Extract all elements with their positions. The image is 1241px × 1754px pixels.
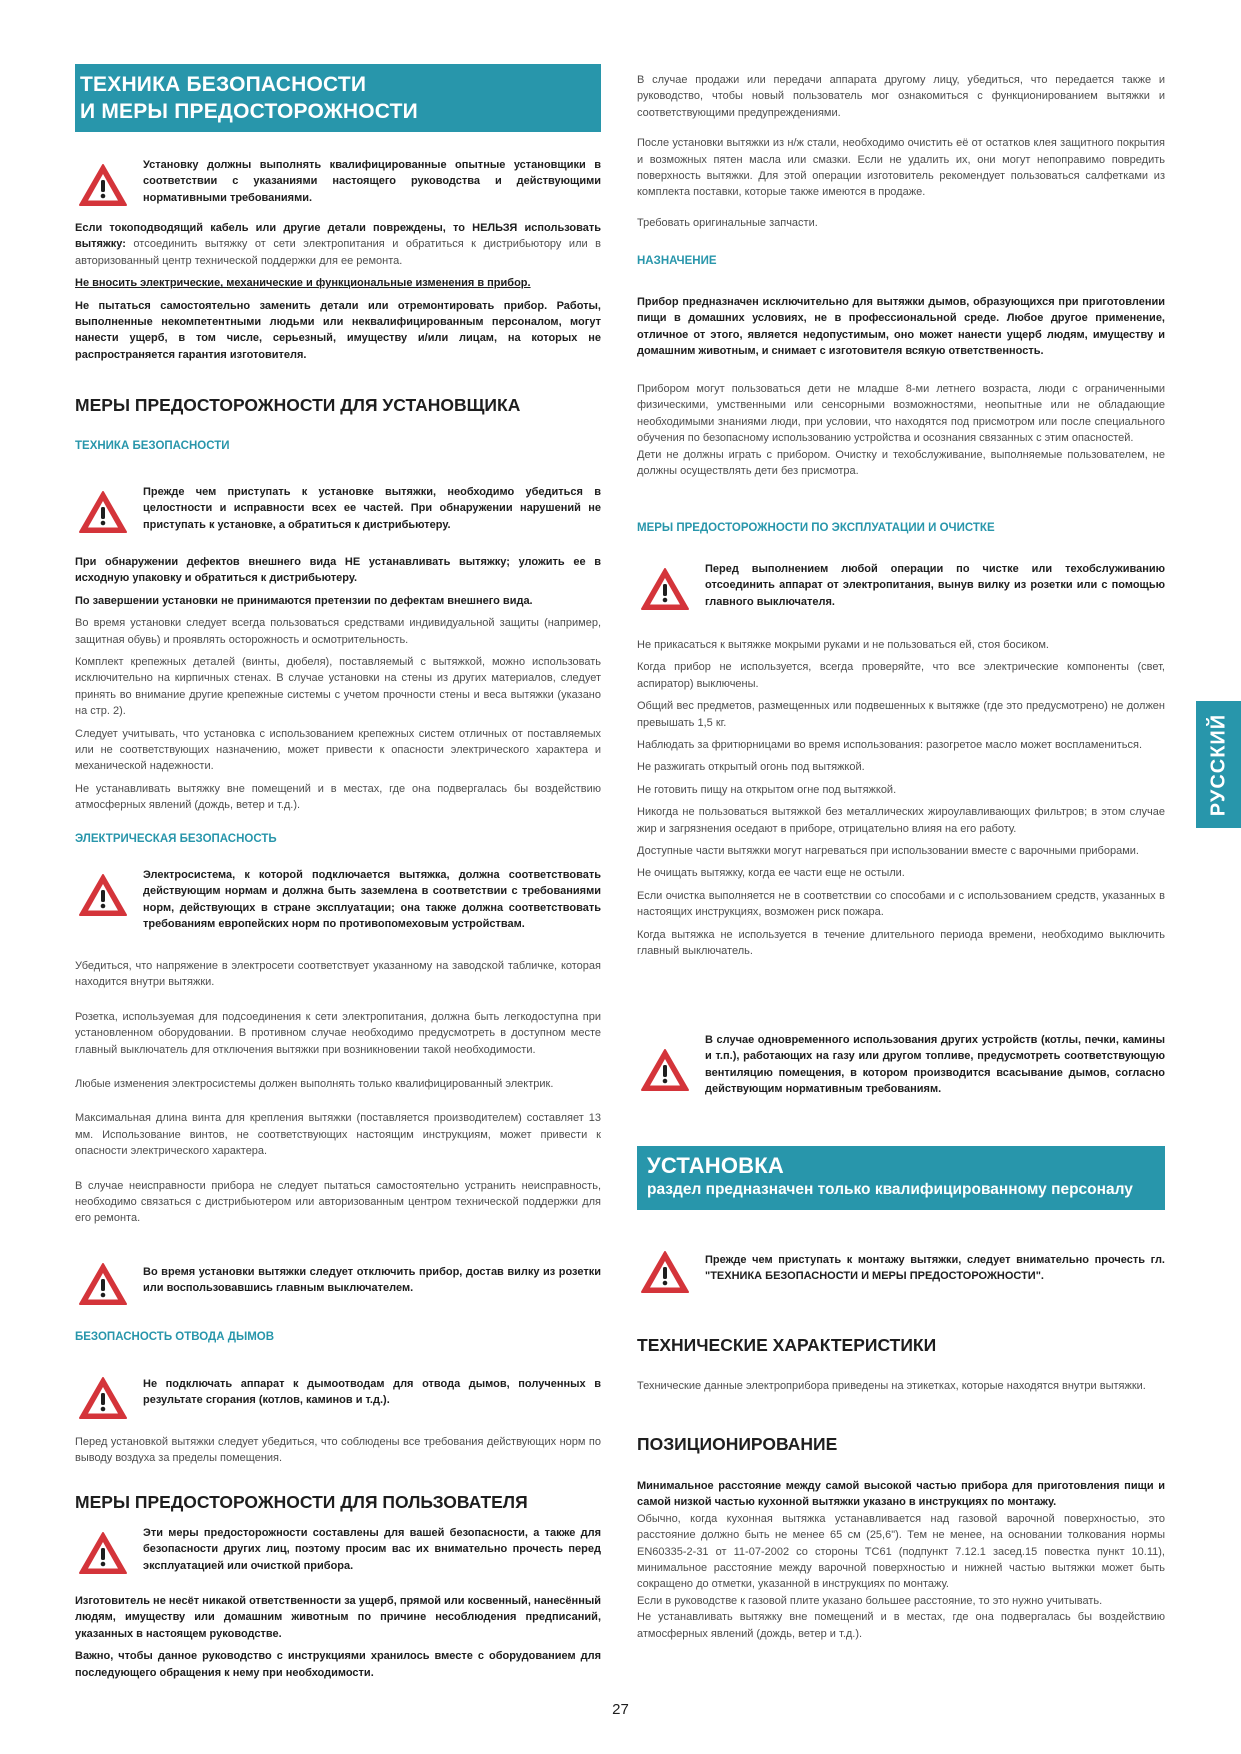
language-side-tab [1196,701,1241,828]
positioning-paragraph-2: Если в руководстве к газовой плите указано большее расстояние, то это нужно учитывать. [637,1594,1103,1607]
fasteners-paragraph: Комплект крепежных деталей (винты, дюбеля), поставляемый с вытяжкой, можно использовать исключительно на кирпичных стенах. В случае установки на стены из других материалов, следует принять во внимание другие крепежные системы с учетом прочности стены и веса вытяжки (указано на стр. 2). [75,656,601,718]
warning-disconnect [75,1256,601,1297]
damaged-cable-bold: Если токоподводящий кабель или другие детали повреждены, то НЕЛЬЗЯ использовать вытяжку: [75,222,601,251]
tech-paragraph: Технические данные электроприбора приведены на этикетках, которые находятся внутри вытяжки. [637,1380,1146,1392]
warning-text: Прежде чем приступать к установке вытяжки, необходимо убедиться в целостности и исправности всех ее частей. При обнаружении нарушений не приступать к установке, а обратиться к дистрибьютеру. [143,486,601,531]
cleaning-item: Не готовить пищу на открытом огне под вытяжкой. [637,783,897,796]
user-text-block [75,1593,601,1687]
electrician-paragraph: Любые изменения электросистемы должен выполнять только квалифицированный электрик. [75,1078,554,1091]
other-fasteners-paragraph: Следует учитывать, что установка с использованием крепежных систем отличных от поставляемых или не соответствующих назначению, может привести к опасности электрического характера и механической надежности. [75,727,601,773]
cleaning-item: Доступные части вытяжки могут нагреваться при использовании вместе с варочными приборами. [637,845,1139,858]
warning-text: Во время установки вытяжки следует отключить прибор, достав вилку из розетки или воспользовавшись главным выключателем. [143,1266,601,1295]
transfer-block [637,72,1165,231]
install-banner-title: УСТАНОВКА [647,1153,784,1178]
install-banner-subtitle: раздел предназначен только квалифицированному персоналу [647,1181,1133,1198]
cleaning-item: Когда прибор не используется, всегда проверяйте, что все электрические компоненты (свет, аспиратор) выключены. [637,661,1165,690]
warning-text: Перед выполнением любой операции по чистке или техобслуживанию отсоединить аппарат от электропитания, вынув вилку из розетки или с помощью главного выключателя. [705,563,1165,608]
damaged-cable-rest: отсоединить вытяжку от сети электропитания и обратиться к дистрибьютору или в авторизованный центр технической поддержки для ее ремонта. [75,238,601,267]
children-paragraph-2: Дети не должны играть с прибором. Очистку и техобслуживание, выполняемые пользователем, не должны осуществлять дети без присмотра. [637,448,1165,478]
no-claims-paragraph: По завершении установки не принимаются претензии по дефектам внешнего вида. [75,594,533,607]
warning-check-parts [75,484,601,533]
outdoor-paragraph: Не устанавливать вытяжку вне помещений и в местах, где она подвергалась бы воздействию атмосферных явлений (дождь, ветер и т.д.). [75,782,601,812]
warning-triangle-icon [640,567,690,611]
liability-paragraph: Изготовитель не несёт никакой ответственности за ущерб, прямой или косвенный, нанесённый людям, имуществу или домашним животным по причине несоблюдения предписаний, указанных в настоящем руководстве. [75,1595,601,1640]
children-paragraph-1: Прибором могут пользоваться дети не младше 8-ми летнего возраста, люди с ограниченными физическими, умственными или сенсорными возможностями, неопытные или не обладающие необходимыми знаниями люди, при условии, что находятся под присмотром или после специального обучения по безопасному использованию устройства и осознания связанных с этим опасностей. [637,383,1165,445]
tech-title: ТЕХНИЧЕСКИЕ ХАРАКТЕРИСТИКИ [637,1335,937,1355]
cleaning-item: Не очищать вытяжку, когда ее части еще не остыли. [637,867,905,880]
no-changes-paragraph: Не вносить электрические, механические и функциональные изменения в прибор. [75,277,531,290]
installer-text-block [75,554,601,820]
general-safety-block [75,220,601,369]
exhaust-subtitle: БЕЗОПАСНОСТЬ ОТВОДА ДЫМОВ [75,1331,275,1343]
warning-text: В случае одновременного использования других устройств (котлы, печки, камины и т.п.), работающих на газу или другом топливе, предусмотреть соответствующую вентиляцию помещения, в котором производится всасывание дымов, согласно действующим нормативным требованиям. [705,1034,1165,1096]
cleaning-item: Наблюдать за фритюрницами во время использования: разогретое масло может воспламениться. [637,739,1142,752]
tech-block [637,1378,1165,1394]
defects-paragraph: При обнаружении дефектов внешнего вида НЕ устанавливать вытяжку; уложить ее в исходную упаковку и обратиться к дистрибьютеру. [75,556,601,585]
positioning-bold-paragraph: Минимальное расстояние между самой высокой частью прибора для приготовления пищи и самой низкой частью кухонной вытяжки указано в инструкциях по монтажу. [637,1480,1165,1509]
warning-text: Не подключать аппарат к дымоотводам для отвода дымов, полученных в результате сгорания (котлов, каминов и т.д.). [143,1378,601,1407]
cleaning-item: Никогда не пользоваться вытяжкой без металлических жироулавливающих фильтров; в этом случае жир и загрязнения оседают в приборе, отрицательно влияя на его работу. [637,806,1165,835]
safety-banner [75,64,601,132]
warning-triangle-icon [78,1531,128,1575]
warning-exhaust [75,1370,601,1409]
warning-triangle-icon [78,1262,128,1306]
warning-triangle-icon [640,1250,690,1294]
positioning-title: ПОЗИЦИОНИРОВАНИЕ [637,1434,838,1454]
warning-triangle-icon [640,1048,690,1092]
positioning-paragraph-3: Не устанавливать вытяжку вне помещений и в местах, где она подвергалась бы воздействию атмосферных явлений (дождь, ветер и т.д.). [637,1611,1165,1640]
socket-paragraph: Розетка, используемая для подсоединения к сети электропитания, должна быть легкодоступна при установленном оборудовании. В противном случае необходимо предусмотреть в доступном месте главный выключатель для отключения вытяжки при возникновении такой необходимости. [75,1010,601,1056]
positioning-block [637,1478,1165,1642]
parts-paragraph: Требовать оригинальные запчасти. [637,216,818,229]
cleaning-item: Общий вес предметов, размещенных или подвешенных к вытяжке (где это предусмотрено) не должен превышать 1,5 кг. [637,700,1165,729]
language-side-tab-label: РУССКИЙ [1207,713,1229,816]
malfunction-paragraph: В случае неисправности прибора не следует пытаться самостоятельно устранить неисправность, необходимо связаться с дистрибьютером или авторизованным центром технической поддержки для его ремонта. [75,1179,601,1225]
cleaning-item: Не прикасаться к вытяжке мокрыми руками и не пользоваться ей, стоя босиком. [637,639,1049,651]
cleaning-item: Если очистка выполняется не в соответствии со способами и с использованием средств, указанных в настоящих инструкциях, возможен риск пожара. [637,889,1165,919]
exhaust-req-paragraph: Перед установкой вытяжки следует убедиться, что соблюдены все требования действующих норм по выводу воздуха за пределы помещения. [75,1436,601,1465]
warning-electric [75,867,601,933]
damaged-cable-paragraph [75,220,601,269]
warning-installers [75,157,601,206]
warning-triangle-icon [78,1376,128,1420]
warning-text: Электросистема, к которой подключается вытяжка, должна соответствовать действующим нормам и должна быть заземлена в соответствии с требованиями норм, действующих в стране эксплуатации; она также должна соответствовать требованиям европейских норм по противопомеховым устройствам. [143,869,601,931]
warning-text: Эти меры предосторожности составлены для вашей безопасности, а также для безопасности других лиц, поэтому просим вас их внимательно прочесть перед эксплуатацией или очисткой прибора. [143,1527,601,1572]
purpose-subtitle: НАЗНАЧЕНИЕ [637,255,717,267]
screw-paragraph: Максимальная длина винта для крепления вытяжки (поставляется производителем) составляет 13 мм. Использование винтов, не соответствующих настоящим инструкциям, может привести к опасности электрического характера. [75,1112,601,1158]
purpose-paragraph: Прибор предназначен исключительно для вытяжки дымов, образующихся при приготовлении пищи в домашних условиях, не в профессиональной среде. Любое другое применение, отличное от этого, является недопустимым, оно может нанести ущерб людям, имуществу и домашним животным, и снимает с изготовителя всякую ответственность. [637,296,1165,358]
keep-manual-paragraph: Важно, чтобы данное руководство с инструкциями хранилось вместе с оборудованием для последующего обращения к нему при необходимости. [75,1650,601,1679]
safety-banner-line1: ТЕХНИКА БЕЗОПАСНОСТИ [80,73,367,96]
install-banner [637,1146,1165,1210]
children-block [637,381,1165,479]
ppe-paragraph: Во время установки следует всегда пользоваться средствами индивидуальной защиты (например, защитная обувь) и проявлять осторожность и осмотрительность. [75,617,601,646]
stainless-paragraph: После установки вытяжки из н/ж стали, необходимо очистить её от остатков клея защитного покрытия и возможных пятен масла или смазки. Если не удалить их, они могут непоправимо повредить поверхность вытяжки. Для этой операции изготовитель рекомендует пользоваться салфетками из комплекта поставки, которые также имеются в продаже. [637,137,1165,199]
cleaning-item: Когда вытяжка не используется в течение длительного периода времени, необходимо выключить главный выключатель. [637,928,1165,958]
installer-title: МЕРЫ ПРЕДОСТОРОЖНОСТИ ДЛЯ УСТАНОВЩИКА [75,395,521,415]
exhaust-text-block [75,1434,601,1467]
warning-text: Прежде чем приступать к монтажу вытяжки, следует внимательно прочесть гл. "ТЕХНИКА БЕЗОПАСНОСТИ И МЕРЫ ПРЕДОСТОРОЖНОСТИ". [705,1254,1165,1283]
warning-triangle-icon [78,163,128,207]
voltage-paragraph: Убедиться, что напряжение в электросети соответствует указанному на заводской табличке, которая находится внутри вытяжки. [75,960,601,989]
cleaning-subtitle: МЕРЫ ПРЕДОСТОРОЖНОСТИ ПО ЭКСПЛУАТАЦИИ И ОЧИСТКЕ [637,522,995,534]
electric-subtitle: ЭЛЕКТРИЧЕСКАЯ БЕЗОПАСНОСТЬ [75,833,277,845]
electric-text-block [75,958,601,1227]
cleaning-item: Не разжигать открытый огонь под вытяжкой. [637,761,865,774]
cleaning-list [637,637,1165,966]
safety-banner-line2: И МЕРЫ ПРЕДОСТОРОЖНОСТИ [80,100,418,123]
warning-cleaning [637,561,1165,610]
warning-user [75,1525,601,1574]
positioning-paragraph-1: Обычно, когда кухонная вытяжка устанавливается над газовой варочной поверхностью, это расстояние должно быть не менее 65 см (25,6"). Тем не менее, на основании толкования нормы EN60335-2-31 от 11-07-2002 со стороны TC61 (подпункт 7.12.1 засед.15 повестка пункт 10.11), минимальное расстояние между варочной поверхностью и нижней частью вытяжки может быть сокращено до отметки, указанной в инструкциях по монтажу. [637,1512,1165,1591]
warning-read-chapter [637,1244,1165,1285]
warning-ventilation [637,1032,1165,1098]
page-number: 27 [612,1701,629,1718]
transfer-paragraph: В случае продажи или передачи аппарата другому лицу, убедиться, что передается также и руководство, чтобы новый пользователь мог ознакомиться с функционированием вытяжки и соответствующими предупреждениями. [637,74,1165,119]
warning-triangle-icon [78,873,128,917]
no-repair-paragraph: Не пытаться самостоятельно заменить детали или отремонтировать прибор. Работы, выполненные некомпетентными людьми или неквалифицированным персоналом, могут нанести ущерб, в том числе, серьезный, имуществу и/или лицам, на которых не распространяется гарантия изготовителя. [75,299,601,361]
warning-text: Установку должны выполнять квалифицированные опытные установщики в соответствии с указаниями настоящего руководства и действующими нормативными требованиями. [143,159,601,204]
warning-triangle-icon [78,490,128,534]
purpose-block [637,294,1165,360]
safety-subtitle: ТЕХНИКА БЕЗОПАСНОСТИ [75,440,230,452]
user-title: МЕРЫ ПРЕДОСТОРОЖНОСТИ ДЛЯ ПОЛЬЗОВАТЕЛЯ [75,1492,528,1512]
